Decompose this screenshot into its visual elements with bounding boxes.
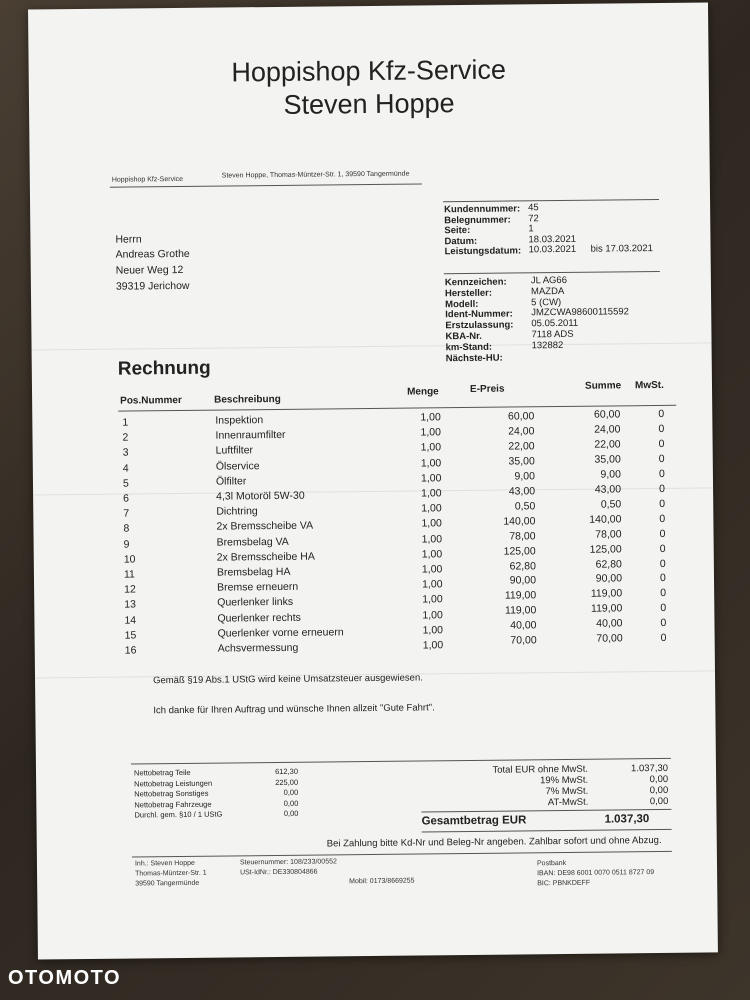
meta-top-line — [443, 199, 659, 202]
item-vat: 0 — [660, 632, 667, 645]
item-vat: 0 — [659, 542, 666, 555]
item-pos: 5 — [122, 477, 129, 490]
item-vat: 0 — [658, 452, 665, 465]
item-price: 43,00 — [508, 485, 536, 498]
item-desc: 2x Bremsscheibe VA — [216, 519, 314, 534]
sender-short: Hoppishop Kfz-Service — [111, 175, 184, 184]
company-owner: Steven Hoppe — [283, 88, 455, 120]
item-sum: 35,00 — [594, 453, 621, 466]
item-desc: Achsvermessung — [217, 641, 299, 655]
item-desc: 2x Bremsscheibe HA — [216, 550, 315, 564]
meta-extra: bis 17.03.2021 — [590, 243, 653, 255]
col-desc: Beschreibung — [214, 393, 281, 406]
item-pos: 4 — [122, 462, 129, 475]
meta-label: Belegnummer: — [444, 214, 511, 226]
item-qty: 1,00 — [422, 593, 443, 606]
item-sum: 125,00 — [589, 542, 622, 556]
item-vat: 0 — [658, 422, 665, 435]
item-price: 9,00 — [514, 470, 535, 483]
col-qty: Menge — [406, 386, 439, 398]
item-qty: 1,00 — [421, 532, 443, 546]
fold-line — [32, 339, 712, 352]
footer-line: BIC: PBNKDEFF — [537, 879, 591, 888]
item-vat: 0 — [658, 437, 665, 450]
item-desc: Querlenker rechts — [217, 611, 301, 625]
item-pos: 14 — [124, 614, 137, 627]
item-price: 60,00 — [507, 410, 535, 423]
item-qty: 1,00 — [420, 472, 442, 485]
footer-line: Postbank — [536, 859, 567, 868]
grand-total-value: 1.037,30 — [604, 813, 650, 826]
footer-line: Mobil: 0173/8669255 — [349, 877, 415, 886]
item-desc: Inspektion — [215, 414, 264, 427]
item-vat: 0 — [659, 512, 666, 525]
net-total-value: 225,00 — [275, 777, 299, 787]
net-total-label: Nettobetrag Sonstiges — [134, 788, 209, 799]
vehicle-label: km-Stand: — [445, 341, 493, 354]
item-qty: 1,00 — [420, 456, 442, 470]
footer-line — [132, 851, 672, 858]
item-sum: 140,00 — [589, 513, 622, 526]
item-pos: 9 — [123, 538, 130, 551]
meta-label: Seite: — [444, 224, 471, 237]
item-pos: 15 — [124, 629, 137, 642]
meta-value: 1 — [528, 223, 534, 235]
net-total-value: 0,00 — [283, 798, 299, 808]
invoice-title: Rechnung — [117, 357, 211, 380]
vehicle-label: Kennzeichen: — [444, 276, 507, 289]
meta-separator — [444, 271, 660, 274]
footer-line: Thomas-Müntzer-Str. 1 — [135, 869, 207, 878]
col-pos: Pos.Nummer — [120, 394, 182, 407]
vat-total-value: 0,00 — [649, 773, 669, 786]
item-desc: Querlenker vorne erneuern — [217, 626, 344, 640]
item-qty: 1,00 — [421, 487, 442, 500]
grand-total-line — [421, 809, 671, 813]
item-pos: 3 — [122, 446, 129, 459]
item-vat: 0 — [660, 602, 667, 615]
item-sum: 22,00 — [594, 438, 621, 451]
net-total-label: Nettobetrag Leistungen — [134, 778, 213, 788]
item-qty: 1,00 — [421, 502, 442, 515]
item-pos: 11 — [123, 568, 135, 581]
footer-line: Inh.: Steven Hoppe — [134, 859, 195, 868]
vehicle-value: 132882 — [531, 339, 564, 352]
item-sum: 9,00 — [600, 468, 621, 481]
item-vat: 0 — [660, 587, 667, 600]
col-sum: Summe — [584, 380, 622, 392]
col-price: E-Preis — [469, 383, 505, 395]
item-price: 119,00 — [504, 589, 537, 602]
tax-note: Gemäß §19 Abs.1 UStG wird keine Umsatzsteuer ausgewiesen. — [152, 672, 423, 687]
item-sum: 0,50 — [600, 498, 622, 511]
item-pos: 13 — [124, 598, 137, 611]
vehicle-value: 05.05.2011 — [531, 318, 579, 330]
item-qty: 1,00 — [421, 548, 443, 561]
footer-line: Steuernummer: 108/233/00552 — [239, 858, 337, 867]
vehicle-label: Modell: — [445, 298, 479, 310]
vehicle-label: Nächste-HU: — [445, 352, 503, 364]
vehicle-value: MAZDA — [530, 285, 565, 298]
item-price: 62,80 — [509, 559, 536, 573]
vat-total-value: 0,00 — [649, 795, 669, 808]
item-sum: 119,00 — [590, 602, 623, 616]
meta-value: 10.03.2021 — [528, 243, 577, 256]
item-price: 90,00 — [509, 574, 537, 587]
item-qty: 1,00 — [422, 624, 444, 637]
invoice-paper — [28, 2, 718, 959]
item-vat: 0 — [660, 617, 667, 630]
item-desc: Querlenker links — [217, 596, 294, 610]
meta-label: Datum: — [444, 235, 478, 247]
recipient-name: Andreas Grothe — [115, 247, 190, 261]
net-total-label: Nettobetrag Fahrzeuge — [134, 799, 212, 809]
item-sum: 119,00 — [590, 587, 623, 601]
item-price: 70,00 — [510, 634, 537, 647]
item-price: 40,00 — [510, 619, 537, 632]
vehicle-value: 5 (CW) — [531, 296, 562, 308]
recipient-city: 39319 Jerichow — [115, 279, 190, 293]
vat-total-label: AT-MwSt. — [547, 796, 589, 809]
otomoto-watermark: OTOMOTO — [8, 967, 122, 989]
item-vat: 0 — [658, 467, 665, 480]
item-price: 35,00 — [508, 455, 535, 468]
footer-line: IBAN: DE98 6001 0070 0511 8727 09 — [537, 869, 655, 878]
item-desc: 4,3l Motoröl 5W-30 — [216, 489, 305, 503]
item-desc: Luftfilter — [215, 444, 254, 458]
vehicle-label: Erstzulassung: — [445, 319, 514, 332]
vehicle-label: KBA-Nr. — [445, 330, 482, 343]
item-sum: 24,00 — [594, 423, 621, 436]
payment-note: Bei Zahlung bitte Kd-Nr und Beleg-Nr angeben. Zahlbar sofort und ohne Abzug. — [326, 834, 662, 850]
grand-total-underline — [422, 829, 672, 833]
item-price: 22,00 — [508, 440, 535, 453]
item-pos: 10 — [123, 553, 136, 566]
thanks-note: Ich danke für Ihren Auftrag und wünsche Ihnen allzeit "Gute Fahrt". — [153, 702, 435, 717]
item-sum: 40,00 — [596, 617, 623, 630]
item-price: 140,00 — [503, 514, 536, 528]
vehicle-value: JL AG66 — [530, 274, 568, 287]
net-total-value: 0,00 — [283, 808, 299, 818]
item-qty: 1,00 — [420, 441, 442, 454]
recipient-salutation: Herrn — [115, 233, 142, 246]
item-vat: 0 — [659, 482, 665, 495]
item-vat: 0 — [659, 527, 666, 540]
company-name: Hoppishop Kfz-Service — [231, 54, 507, 88]
item-sum: 43,00 — [594, 483, 622, 496]
item-qty: 1,00 — [421, 517, 442, 530]
meta-value: 45 — [528, 202, 539, 214]
totals-top-line — [131, 758, 671, 765]
item-desc: Dichtring — [216, 505, 258, 518]
sender-underline — [110, 183, 422, 187]
grand-total-label: Gesamtbetrag EUR — [421, 814, 527, 828]
item-sum: 60,00 — [593, 408, 621, 421]
item-sum: 78,00 — [595, 527, 622, 541]
item-vat: 0 — [659, 497, 666, 510]
item-price: 24,00 — [508, 425, 535, 438]
item-qty: 1,00 — [420, 426, 441, 439]
item-qty: 1,00 — [421, 578, 443, 591]
net-total-label: Nettobetrag Teile — [133, 767, 191, 778]
vat-total-value: 0,00 — [649, 784, 669, 797]
item-desc: Ölservice — [215, 459, 260, 473]
net-total-label: Durchl. gem. §10 / 1 UStG — [134, 809, 223, 820]
vat-total-label: Total EUR ohne MwSt. — [492, 763, 589, 776]
item-pos: 16 — [124, 644, 137, 657]
item-sum: 70,00 — [596, 632, 623, 645]
vehicle-value: 7118 ADS — [531, 328, 574, 341]
item-pos: 8 — [123, 522, 130, 535]
item-desc: Innenraumfilter — [215, 429, 286, 442]
meta-value: 72 — [528, 212, 539, 224]
footer-line: 39590 Tangermünde — [135, 879, 200, 888]
meta-label: Leistungsdatum: — [444, 245, 522, 258]
item-pos: 6 — [123, 492, 130, 505]
item-desc: Bremsbelag HA — [216, 565, 291, 579]
item-desc: Bremsbelag VA — [216, 535, 289, 549]
meta-label: Kundennummer: — [444, 203, 521, 216]
item-sum: 62,80 — [595, 557, 622, 571]
meta-value: 18.03.2021 — [528, 233, 577, 245]
item-pos: 7 — [123, 507, 130, 520]
item-sum: 90,00 — [595, 572, 623, 586]
item-qty: 1,00 — [421, 563, 443, 576]
item-desc: Bremse erneuern — [217, 580, 299, 594]
vat-total-value: 1.037,30 — [630, 762, 669, 775]
col-vat: MwSt. — [634, 379, 664, 392]
item-vat: 0 — [659, 572, 666, 585]
vat-total-label: 19% MwSt. — [540, 774, 589, 787]
item-vat: 0 — [659, 557, 666, 570]
recipient-street: Neuer Weg 12 — [115, 263, 184, 277]
item-vat: 0 — [658, 407, 665, 420]
net-total-value: 612,30 — [275, 766, 299, 777]
item-price: 125,00 — [503, 544, 536, 558]
item-price: 78,00 — [509, 529, 536, 543]
item-pos: 12 — [124, 583, 136, 596]
item-price: 119,00 — [504, 604, 537, 617]
vehicle-label: Hersteller: — [444, 287, 493, 300]
item-pos: 1 — [122, 416, 129, 429]
sender-address: Steven Hoppe, Thomas-Müntzer-Str. 1, 39590 Tangermünde — [221, 170, 410, 180]
item-qty: 1,00 — [420, 411, 441, 424]
net-total-value: 0,00 — [283, 787, 299, 797]
item-price: 0,50 — [514, 499, 536, 513]
item-qty: 1,00 — [422, 639, 444, 652]
vehicle-value: JMZCWA98600115592 — [531, 306, 629, 319]
footer-line: USt-IdNr.: DE330804866 — [240, 868, 318, 877]
item-desc: Ölfilter — [215, 475, 247, 488]
vat-total-label: 7% MwSt. — [545, 785, 589, 798]
item-pos: 2 — [122, 431, 129, 444]
vehicle-label: Ident-Nummer: — [445, 308, 513, 321]
item-qty: 1,00 — [422, 608, 443, 622]
